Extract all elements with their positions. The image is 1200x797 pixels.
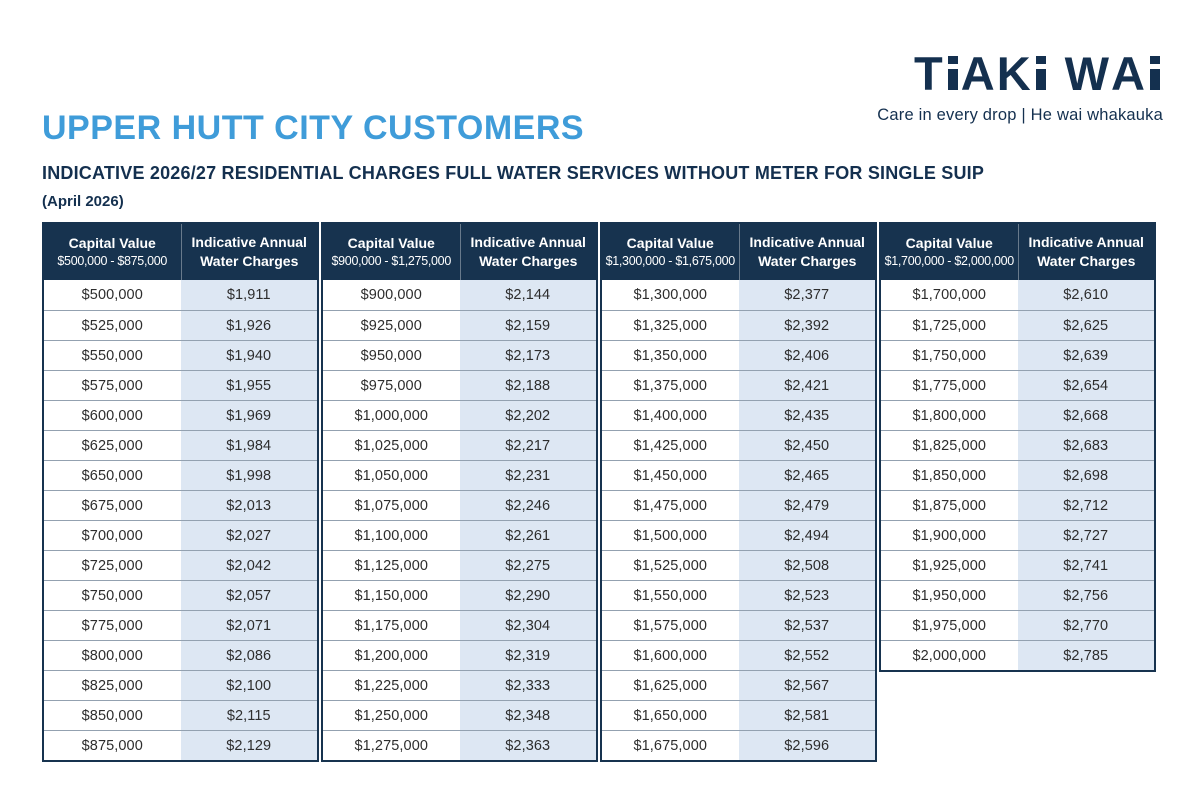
- capital-value-cell: $1,450,000: [633, 467, 708, 484]
- water-charge-cell: $2,144: [460, 280, 597, 310]
- table-row: [602, 670, 875, 700]
- table-row: [44, 370, 317, 400]
- table-row: [602, 730, 875, 760]
- capital-value-cell: $1,475,000: [633, 497, 708, 514]
- table-group-3: [600, 222, 877, 762]
- table-row: [602, 400, 875, 430]
- table-row: [323, 490, 596, 520]
- logo-letter: T: [914, 47, 945, 100]
- charges-header-label-line1: Indicative Annual: [470, 234, 586, 251]
- column-header-row: [44, 224, 317, 280]
- table-row: [44, 460, 317, 490]
- table-row: [323, 550, 596, 580]
- table-row: [44, 730, 317, 760]
- water-charges-header-cell: [1018, 224, 1155, 280]
- capital-value-cell: $1,025,000: [354, 437, 429, 454]
- table-row: [881, 490, 1154, 520]
- capital-header-label: Capital Value: [347, 235, 435, 252]
- table-row: [602, 490, 875, 520]
- capital-value-cell: $875,000: [81, 737, 143, 754]
- capital-value-cell: $1,200,000: [354, 647, 429, 664]
- capital-header-label: Capital Value: [68, 235, 156, 252]
- water-charge-cell: $2,770: [1018, 611, 1155, 640]
- table-row: [881, 550, 1154, 580]
- capital-value-cell: $1,375,000: [633, 377, 708, 394]
- table-row: [602, 460, 875, 490]
- table-row: [44, 610, 317, 640]
- water-charge-cell: $1,940: [181, 341, 318, 370]
- logo-tagline: Care in every drop | He wai whakauka: [877, 106, 1163, 124]
- capital-value-cell: $1,750,000: [912, 347, 987, 364]
- water-charge-cell: $2,363: [460, 731, 597, 760]
- capital-value-cell: $1,350,000: [633, 347, 708, 364]
- water-charge-cell: $2,435: [739, 401, 876, 430]
- table-row: [323, 340, 596, 370]
- capital-value-cell: $600,000: [81, 407, 143, 424]
- water-charge-cell: $2,450: [739, 431, 876, 460]
- table-group-1: [42, 222, 319, 762]
- logo-wordmark: [877, 47, 1163, 100]
- table-row: [323, 700, 596, 730]
- capital-value-cell: $975,000: [360, 377, 422, 394]
- table-row: [881, 310, 1154, 340]
- table-row: [602, 550, 875, 580]
- water-charge-cell: $2,567: [739, 671, 876, 700]
- table-row: [44, 670, 317, 700]
- charges-header-label-line2: Water Charges: [1037, 253, 1136, 269]
- water-charge-cell: $2,071: [181, 611, 318, 640]
- water-charge-cell: $2,668: [1018, 401, 1155, 430]
- capital-value-cell: $800,000: [81, 647, 143, 664]
- capital-value-cell: $1,625,000: [633, 677, 708, 694]
- capital-value-cell: $1,700,000: [912, 287, 987, 303]
- charges-header-label-line2: Water Charges: [479, 253, 578, 269]
- capital-value-cell: $1,100,000: [354, 527, 429, 544]
- table-row: [323, 430, 596, 460]
- capital-value-cell: $1,500,000: [633, 527, 708, 544]
- table-row: [323, 310, 596, 340]
- capital-value-cell: $750,000: [81, 587, 143, 604]
- water-charge-cell: $2,290: [460, 581, 597, 610]
- water-charge-cell: $2,683: [1018, 431, 1155, 460]
- water-charge-cell: $2,188: [460, 371, 597, 400]
- logo-letter: K: [996, 47, 1033, 100]
- table-row: [602, 310, 875, 340]
- capital-value-cell: $850,000: [81, 707, 143, 724]
- table-row: [602, 700, 875, 730]
- water-charge-cell: $2,756: [1018, 581, 1155, 610]
- table-row: [323, 280, 596, 310]
- table-row: [323, 610, 596, 640]
- capital-range-label: $1,300,000 - $1,675,000: [605, 254, 735, 268]
- water-charge-cell: $2,596: [739, 731, 876, 760]
- capital-value-cell: $1,275,000: [354, 737, 429, 754]
- water-charge-cell: $2,042: [181, 551, 318, 580]
- table-row: [323, 730, 596, 760]
- logo-letter: A: [1111, 47, 1147, 100]
- charges-header-label-line1: Indicative Annual: [1028, 234, 1144, 251]
- table-row: [881, 340, 1154, 370]
- table-row: [881, 430, 1154, 460]
- water-charge-cell: $2,421: [739, 371, 876, 400]
- water-charge-cell: $2,639: [1018, 341, 1155, 370]
- water-charge-cell: $2,217: [460, 431, 597, 460]
- capital-value-cell: $1,150,000: [354, 587, 429, 604]
- capital-range-label: $500,000 - $875,000: [57, 254, 168, 268]
- capital-value-cell: $1,600,000: [633, 647, 708, 664]
- capital-value-cell: $1,525,000: [633, 557, 708, 574]
- table-row: [44, 580, 317, 610]
- table-row: [323, 460, 596, 490]
- water-charge-cell: $1,969: [181, 401, 318, 430]
- table-row: [602, 610, 875, 640]
- capital-value-cell: $550,000: [81, 347, 143, 364]
- table-row: [44, 430, 317, 460]
- water-charge-cell: $2,129: [181, 731, 318, 760]
- table-row: [44, 490, 317, 520]
- water-charge-cell: $1,955: [181, 371, 318, 400]
- logo-letter: A: [960, 47, 997, 100]
- table-row: [323, 370, 596, 400]
- capital-value-cell: $1,650,000: [633, 707, 708, 724]
- capital-range-label: $1,700,000 - $2,000,000: [884, 254, 1014, 268]
- table-row: [323, 520, 596, 550]
- water-charge-cell: $2,275: [460, 551, 597, 580]
- capital-value-header-cell: [44, 224, 181, 280]
- capital-value-cell: $1,550,000: [633, 587, 708, 604]
- water-charge-cell: $2,727: [1018, 521, 1155, 550]
- water-charges-header-cell: [739, 224, 876, 280]
- water-charge-cell: $2,100: [181, 671, 318, 700]
- water-charge-cell: $2,552: [739, 641, 876, 670]
- water-charge-cell: $2,261: [460, 521, 597, 550]
- table-row: [44, 280, 317, 310]
- capital-value-cell: $1,000,000: [354, 407, 429, 424]
- capital-value-cell: $700,000: [81, 527, 143, 544]
- table-row: [881, 460, 1154, 490]
- capital-value-cell: $1,425,000: [633, 437, 708, 454]
- capital-value-cell: $1,775,000: [912, 377, 987, 394]
- capital-value-cell: $825,000: [81, 677, 143, 694]
- capital-header-label: Capital Value: [905, 235, 993, 252]
- table-row: [602, 280, 875, 310]
- logo-letter-i: [1036, 56, 1046, 90]
- capital-value-cell: $1,075,000: [354, 497, 429, 514]
- water-charge-cell: $2,057: [181, 581, 318, 610]
- table-row: [44, 700, 317, 730]
- water-charge-cell: $2,173: [460, 341, 597, 370]
- water-charge-cell: $2,392: [739, 311, 876, 340]
- water-charge-cell: $2,479: [739, 491, 876, 520]
- column-header-row: [881, 224, 1154, 280]
- table-row: [602, 520, 875, 550]
- logo-letter-i: [1150, 56, 1160, 90]
- capital-value-cell: $1,575,000: [633, 617, 708, 634]
- capital-value-cell: $500,000: [81, 287, 143, 303]
- table-row: [323, 400, 596, 430]
- water-charge-cell: $2,741: [1018, 551, 1155, 580]
- charges-header-label-line2: Water Charges: [758, 253, 857, 269]
- water-charge-cell: $2,333: [460, 671, 597, 700]
- table-row: [602, 430, 875, 460]
- water-charge-cell: $1,984: [181, 431, 318, 460]
- capital-value-header-cell: [881, 224, 1018, 280]
- water-charge-cell: $2,231: [460, 461, 597, 490]
- table-row: [881, 640, 1154, 670]
- capital-value-cell: $625,000: [81, 437, 143, 454]
- water-charge-cell: $2,159: [460, 311, 597, 340]
- water-charge-cell: $2,406: [739, 341, 876, 370]
- water-charge-cell: $2,494: [739, 521, 876, 550]
- water-charge-cell: $2,377: [739, 280, 876, 310]
- capital-value-cell: $1,050,000: [354, 467, 429, 484]
- capital-value-cell: $1,800,000: [912, 407, 987, 424]
- table-row: [881, 610, 1154, 640]
- capital-value-cell: $1,125,000: [354, 557, 429, 574]
- capital-value-cell: $950,000: [360, 347, 422, 364]
- capital-value-cell: $1,825,000: [912, 437, 987, 454]
- table-row: [44, 550, 317, 580]
- capital-value-cell: $1,850,000: [912, 467, 987, 484]
- column-header-row: [602, 224, 875, 280]
- table-row: [881, 370, 1154, 400]
- table-row: [881, 520, 1154, 550]
- table-row: [602, 370, 875, 400]
- titles-block: [42, 110, 984, 210]
- table-group-4: [879, 222, 1156, 672]
- water-charge-cell: $2,246: [460, 491, 597, 520]
- charges-header-label-line1: Indicative Annual: [191, 234, 307, 251]
- water-charge-cell: $2,523: [739, 581, 876, 610]
- capital-value-cell: $1,300,000: [633, 287, 708, 303]
- charges-header-label-line1: Indicative Annual: [749, 234, 865, 251]
- water-charge-cell: $2,202: [460, 401, 597, 430]
- logo-letter-i: [948, 56, 958, 90]
- water-charge-cell: $2,785: [1018, 641, 1155, 670]
- table-row: [881, 580, 1154, 610]
- column-header-row: [323, 224, 596, 280]
- table-row: [602, 640, 875, 670]
- water-charge-cell: $2,027: [181, 521, 318, 550]
- capital-value-cell: $1,250,000: [354, 707, 429, 724]
- water-charge-cell: $2,086: [181, 641, 318, 670]
- logo-letter: W: [1064, 47, 1112, 100]
- water-charge-cell: $1,926: [181, 311, 318, 340]
- capital-value-cell: $1,225,000: [354, 677, 429, 694]
- rates-table: [42, 222, 1156, 762]
- capital-value-cell: $1,325,000: [633, 317, 708, 334]
- capital-value-cell: $925,000: [360, 317, 422, 334]
- capital-value-cell: $1,875,000: [912, 497, 987, 514]
- capital-value-cell: $1,400,000: [633, 407, 708, 424]
- water-charge-cell: $2,610: [1018, 280, 1155, 310]
- water-charge-cell: $2,712: [1018, 491, 1155, 520]
- capital-value-cell: $1,725,000: [912, 317, 987, 334]
- capital-value-header-cell: [323, 224, 460, 280]
- table-row: [44, 520, 317, 550]
- table-row: [602, 580, 875, 610]
- water-charge-cell: $2,115: [181, 701, 318, 730]
- capital-value-cell: $1,900,000: [912, 527, 987, 544]
- capital-value-cell: $575,000: [81, 377, 143, 394]
- capital-value-header-cell: [602, 224, 739, 280]
- water-charge-cell: $2,698: [1018, 461, 1155, 490]
- water-charge-cell: $2,319: [460, 641, 597, 670]
- page-title: UPPER HUTT CITY CUSTOMERS: [42, 109, 585, 147]
- water-charge-cell: $2,304: [460, 611, 597, 640]
- capital-value-cell: $900,000: [360, 287, 422, 303]
- table-row: [323, 640, 596, 670]
- table-row: [323, 670, 596, 700]
- water-charge-cell: $2,625: [1018, 311, 1155, 340]
- water-charge-cell: $1,998: [181, 461, 318, 490]
- capital-value-cell: $675,000: [81, 497, 143, 514]
- table-row: [881, 280, 1154, 310]
- capital-value-cell: $650,000: [81, 467, 143, 484]
- water-charges-header-cell: [181, 224, 318, 280]
- capital-range-label: $900,000 - $1,275,000: [331, 254, 451, 268]
- water-charge-cell: $1,911: [181, 280, 318, 310]
- water-charges-header-cell: [460, 224, 597, 280]
- capital-value-cell: $525,000: [81, 317, 143, 334]
- capital-value-cell: $2,000,000: [912, 647, 987, 664]
- table-row: [44, 340, 317, 370]
- page-subtitle: INDICATIVE 2026/27 RESIDENTIAL CHARGES FULL WATER SERVICES WITHOUT METER FOR SINGLE SUIP: [42, 163, 985, 184]
- water-charge-cell: $2,654: [1018, 371, 1155, 400]
- capital-value-cell: $1,950,000: [912, 587, 987, 604]
- date-note: (April 2026): [42, 193, 124, 211]
- capital-value-cell: $1,675,000: [633, 737, 708, 754]
- water-charge-cell: $2,581: [739, 701, 876, 730]
- water-charge-cell: $2,508: [739, 551, 876, 580]
- table-row: [44, 310, 317, 340]
- capital-value-cell: $1,975,000: [912, 617, 987, 634]
- capital-value-cell: $1,175,000: [354, 617, 429, 634]
- capital-value-cell: $725,000: [81, 557, 143, 574]
- table-group-2: [321, 222, 598, 762]
- capital-value-cell: $775,000: [81, 617, 143, 634]
- table-row: [44, 400, 317, 430]
- water-charge-cell: $2,348: [460, 701, 597, 730]
- capital-value-cell: $1,925,000: [912, 557, 987, 574]
- table-row: [323, 580, 596, 610]
- water-charge-cell: $2,465: [739, 461, 876, 490]
- table-row: [881, 400, 1154, 430]
- charges-header-label-line2: Water Charges: [200, 253, 299, 269]
- table-row: [44, 640, 317, 670]
- capital-header-label: Capital Value: [626, 235, 714, 252]
- water-charge-cell: $2,013: [181, 491, 318, 520]
- table-row: [602, 340, 875, 370]
- water-charge-cell: $2,537: [739, 611, 876, 640]
